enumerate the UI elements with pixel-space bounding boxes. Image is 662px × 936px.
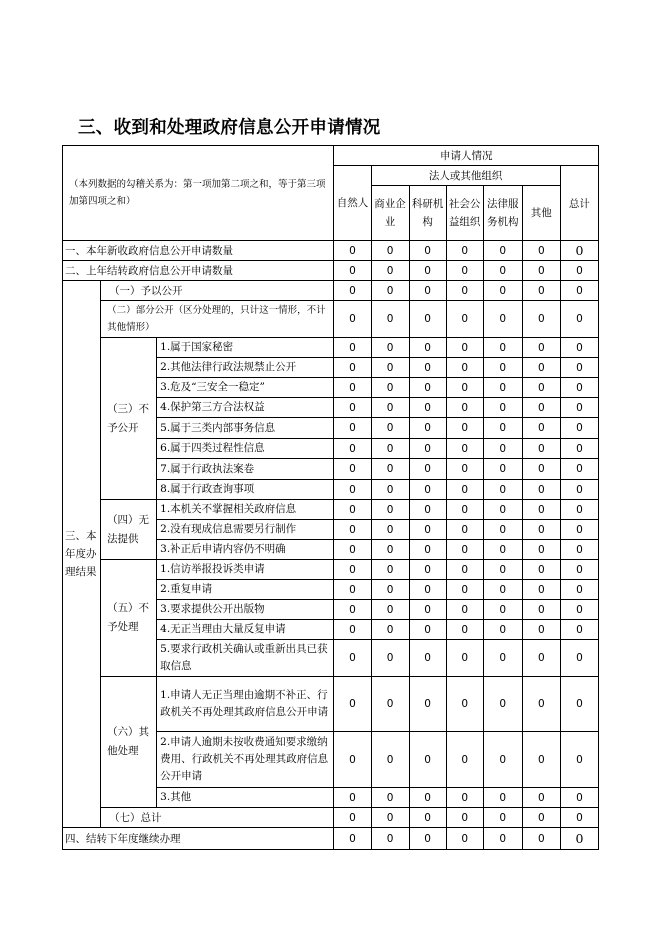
value-cell: 0 (522, 540, 560, 560)
value-cell: 0 (560, 640, 598, 677)
item-label: 5.属于三类内部事务信息 (157, 418, 334, 439)
value-cell: 0 (483, 459, 522, 480)
value-cell: 0 (483, 732, 522, 788)
value-cell: 0 (560, 439, 598, 459)
value-cell: 0 (371, 338, 409, 358)
value-cell: 0 (371, 358, 409, 378)
value-cell: 0 (522, 358, 560, 378)
item-label: 7.属于行政执法案卷 (157, 459, 334, 480)
value-cell: 0 (483, 398, 522, 418)
value-cell: 0 (446, 439, 483, 459)
value-cell: 0 (483, 640, 522, 677)
value-cell: 0 (522, 398, 560, 418)
value-cell: 0 (371, 398, 409, 418)
value-cell: 0 (483, 620, 522, 640)
header-col: 其他 (522, 186, 560, 241)
subgroup-label: （六）其他处理 (101, 677, 157, 808)
item-label: 1.属于国家秘密 (157, 338, 334, 358)
value-cell: 0 (409, 358, 446, 378)
value-cell: 0 (446, 459, 483, 480)
value-cell: 0 (522, 677, 560, 732)
item-label: 6.属于四类过程性信息 (157, 439, 334, 459)
value-cell: 0 (560, 241, 598, 261)
value-cell: 0 (446, 480, 483, 500)
value-cell: 0 (522, 500, 560, 520)
value-cell: 0 (560, 480, 598, 500)
value-cell: 0 (483, 600, 522, 620)
value-cell: 0 (334, 281, 371, 301)
result-group-label: 三、本年度办理结果 (63, 281, 101, 828)
value-cell: 0 (334, 677, 371, 732)
value-cell: 0 (409, 520, 446, 540)
header-total: 总计 (560, 166, 598, 241)
item-label: 3.补正后申请内容仍不明确 (157, 540, 334, 560)
value-cell: 0 (560, 828, 598, 850)
value-cell: 0 (522, 732, 560, 788)
value-cell: 0 (334, 640, 371, 677)
value-cell: 0 (371, 540, 409, 560)
value-cell: 0 (446, 620, 483, 640)
value-cell: 0 (371, 677, 409, 732)
value-cell: 0 (522, 788, 560, 808)
subgroup-label: （三）不予公开 (101, 338, 157, 500)
value-cell: 0 (483, 301, 522, 338)
value-cell: 0 (522, 418, 560, 439)
item-label: 2.其他法律行政法规禁止公开 (157, 358, 334, 378)
item-label: 4.保护第三方合法权益 (157, 398, 334, 418)
value-cell: 0 (371, 459, 409, 480)
header-col: 商业企业 (371, 186, 409, 241)
value-cell: 0 (334, 358, 371, 378)
item-label: 4.无正当理由大量反复申请 (157, 620, 334, 640)
value-cell: 0 (409, 261, 446, 281)
value-cell: 0 (334, 378, 371, 398)
value-cell: 0 (560, 520, 598, 540)
value-cell: 0 (371, 620, 409, 640)
value-cell: 0 (334, 540, 371, 560)
value-cell: 0 (522, 600, 560, 620)
value-cell: 0 (560, 620, 598, 640)
value-cell: 0 (371, 520, 409, 540)
value-cell: 0 (334, 732, 371, 788)
value-cell: 0 (409, 828, 446, 850)
value-cell: 0 (409, 677, 446, 732)
value-cell: 0 (522, 378, 560, 398)
value-cell: 0 (522, 620, 560, 640)
value-cell: 0 (334, 398, 371, 418)
value-cell: 0 (446, 378, 483, 398)
value-cell: 0 (409, 378, 446, 398)
value-cell: 0 (371, 480, 409, 500)
value-cell: 0 (483, 261, 522, 281)
value-cell: 0 (371, 560, 409, 580)
row-label: 四、结转下年度继续办理 (63, 828, 334, 850)
value-cell: 0 (483, 281, 522, 301)
value-cell: 0 (560, 788, 598, 808)
value-cell: 0 (409, 640, 446, 677)
value-cell: 0 (371, 640, 409, 677)
value-cell: 0 (409, 788, 446, 808)
value-cell: 0 (334, 301, 371, 338)
value-cell: 0 (371, 281, 409, 301)
value-cell: 0 (409, 398, 446, 418)
page-title: 三、收到和处理政府信息公开申请情况 (78, 118, 381, 138)
value-cell: 0 (560, 459, 598, 480)
value-cell: 0 (446, 261, 483, 281)
value-cell: 0 (522, 281, 560, 301)
value-cell: 0 (522, 560, 560, 580)
item-label: 2.重复申请 (157, 580, 334, 600)
value-cell: 0 (522, 301, 560, 338)
value-cell: 0 (560, 600, 598, 620)
header-col: 法律服务机构 (483, 186, 522, 241)
value-cell: 0 (334, 808, 371, 828)
value-cell: 0 (409, 540, 446, 560)
value-cell: 0 (371, 788, 409, 808)
value-cell: 0 (560, 261, 598, 281)
value-cell: 0 (483, 540, 522, 560)
value-cell: 0 (483, 808, 522, 828)
value-cell: 0 (409, 439, 446, 459)
header-col: 社会公益组织 (446, 186, 483, 241)
subgroup-label: （四）无法提供 (101, 500, 157, 560)
value-cell: 0 (522, 640, 560, 677)
value-cell: 0 (560, 560, 598, 580)
value-cell: 0 (483, 828, 522, 850)
item-label: 5.要求行政机关确认或重新出具已获取信息 (157, 640, 334, 677)
value-cell: 0 (446, 677, 483, 732)
value-cell: 0 (560, 677, 598, 732)
value-cell: 0 (371, 580, 409, 600)
value-cell: 0 (446, 540, 483, 560)
value-cell: 0 (560, 808, 598, 828)
value-cell: 0 (409, 418, 446, 439)
value-cell: 0 (334, 338, 371, 358)
value-cell: 0 (334, 459, 371, 480)
value-cell: 0 (446, 241, 483, 261)
value-cell: 0 (446, 500, 483, 520)
subgroup-label: （五）不予处理 (101, 560, 157, 677)
value-cell: 0 (446, 560, 483, 580)
row-label: 一、本年新收政府信息公开申请数量 (63, 241, 334, 261)
value-cell: 0 (409, 560, 446, 580)
value-cell: 0 (483, 677, 522, 732)
value-cell: 0 (334, 580, 371, 600)
value-cell: 0 (334, 241, 371, 261)
value-cell: 0 (409, 281, 446, 301)
item-label: 3.要求提供公开出版物 (157, 600, 334, 620)
value-cell: 0 (522, 480, 560, 500)
value-cell: 0 (446, 418, 483, 439)
row-label: （二）部分公开（区分处理的，只计这一情形，不计其他情形） (101, 301, 334, 338)
value-cell: 0 (560, 358, 598, 378)
value-cell: 0 (371, 301, 409, 338)
value-cell: 0 (371, 378, 409, 398)
header-applicant: 申请人情况 (334, 146, 599, 166)
value-cell: 0 (409, 580, 446, 600)
value-cell: 0 (560, 301, 598, 338)
value-cell: 0 (560, 338, 598, 358)
value-cell: 0 (522, 439, 560, 459)
value-cell: 0 (409, 241, 446, 261)
value-cell: 0 (334, 520, 371, 540)
value-cell: 0 (483, 241, 522, 261)
value-cell: 0 (409, 500, 446, 520)
value-cell: 0 (334, 418, 371, 439)
value-cell: 0 (483, 378, 522, 398)
value-cell: 0 (334, 261, 371, 281)
value-cell: 0 (334, 600, 371, 620)
row-label: （七）总计 (101, 808, 334, 828)
value-cell: 0 (446, 600, 483, 620)
item-label: 1.信访举报投诉类申请 (157, 560, 334, 580)
value-cell: 0 (409, 301, 446, 338)
value-cell: 0 (483, 338, 522, 358)
applications-table (62, 145, 599, 850)
value-cell: 0 (446, 828, 483, 850)
value-cell: 0 (560, 580, 598, 600)
value-cell: 0 (334, 828, 371, 850)
value-cell: 0 (522, 808, 560, 828)
value-cell: 0 (334, 788, 371, 808)
item-label: 2.申请人逾期未按收费通知要求缴纳费用、行政机关不再处理其政府信息公开申请 (157, 732, 334, 788)
value-cell: 0 (483, 500, 522, 520)
value-cell: 0 (446, 520, 483, 540)
header-col: 科研机构 (409, 186, 446, 241)
header-natural-person: 自然人 (334, 166, 371, 241)
value-cell: 0 (371, 828, 409, 850)
item-label: 1.申请人无正当理由逾期不补正、行政机关不再处理其政府信息公开申请 (157, 677, 334, 732)
value-cell: 0 (560, 732, 598, 788)
value-cell: 0 (522, 261, 560, 281)
value-cell: 0 (409, 620, 446, 640)
value-cell: 0 (371, 600, 409, 620)
item-label: 1.本机关不掌握相关政府信息 (157, 500, 334, 520)
value-cell: 0 (446, 281, 483, 301)
value-cell: 0 (409, 808, 446, 828)
value-cell: 0 (409, 600, 446, 620)
value-cell: 0 (334, 620, 371, 640)
value-cell: 0 (446, 808, 483, 828)
value-cell: 0 (560, 500, 598, 520)
value-cell: 0 (483, 358, 522, 378)
value-cell: 0 (409, 732, 446, 788)
item-label: 8.属于行政查询事项 (157, 480, 334, 500)
header-note: （本列数据的勾稽关系为：第一项加第二项之和，等于第三项加第四项之和） (63, 146, 334, 241)
item-label: 3.危及“三安全一稳定” (157, 378, 334, 398)
value-cell: 0 (483, 480, 522, 500)
value-cell: 0 (446, 398, 483, 418)
value-cell: 0 (371, 439, 409, 459)
value-cell: 0 (409, 459, 446, 480)
value-cell: 0 (522, 580, 560, 600)
value-cell: 0 (334, 480, 371, 500)
value-cell: 0 (483, 520, 522, 540)
value-cell: 0 (334, 560, 371, 580)
value-cell: 0 (560, 378, 598, 398)
value-cell: 0 (446, 732, 483, 788)
value-cell: 0 (371, 808, 409, 828)
value-cell: 0 (560, 418, 598, 439)
row-label: 二、上年结转政府信息公开申请数量 (63, 261, 334, 281)
value-cell: 0 (483, 418, 522, 439)
value-cell: 0 (446, 358, 483, 378)
value-cell: 0 (334, 500, 371, 520)
value-cell: 0 (560, 540, 598, 560)
value-cell: 0 (483, 788, 522, 808)
item-label: 3.其他 (157, 788, 334, 808)
value-cell: 0 (446, 338, 483, 358)
value-cell: 0 (522, 338, 560, 358)
row-label: （一）予以公开 (101, 281, 334, 301)
value-cell: 0 (371, 241, 409, 261)
value-cell: 0 (446, 788, 483, 808)
value-cell: 0 (560, 281, 598, 301)
header-legal-group: 法人或其他组织 (371, 166, 560, 186)
value-cell: 0 (446, 580, 483, 600)
value-cell: 0 (522, 241, 560, 261)
value-cell: 0 (522, 828, 560, 850)
value-cell: 0 (483, 580, 522, 600)
value-cell: 0 (446, 301, 483, 338)
value-cell: 0 (522, 459, 560, 480)
value-cell: 0 (483, 560, 522, 580)
value-cell: 0 (371, 418, 409, 439)
value-cell: 0 (409, 480, 446, 500)
value-cell: 0 (371, 500, 409, 520)
value-cell: 0 (371, 261, 409, 281)
value-cell: 0 (409, 338, 446, 358)
value-cell: 0 (371, 732, 409, 788)
value-cell: 0 (483, 439, 522, 459)
item-label: 2.没有现成信息需要另行制作 (157, 520, 334, 540)
value-cell: 0 (334, 439, 371, 459)
value-cell: 0 (446, 640, 483, 677)
value-cell: 0 (522, 520, 560, 540)
value-cell: 0 (560, 398, 598, 418)
